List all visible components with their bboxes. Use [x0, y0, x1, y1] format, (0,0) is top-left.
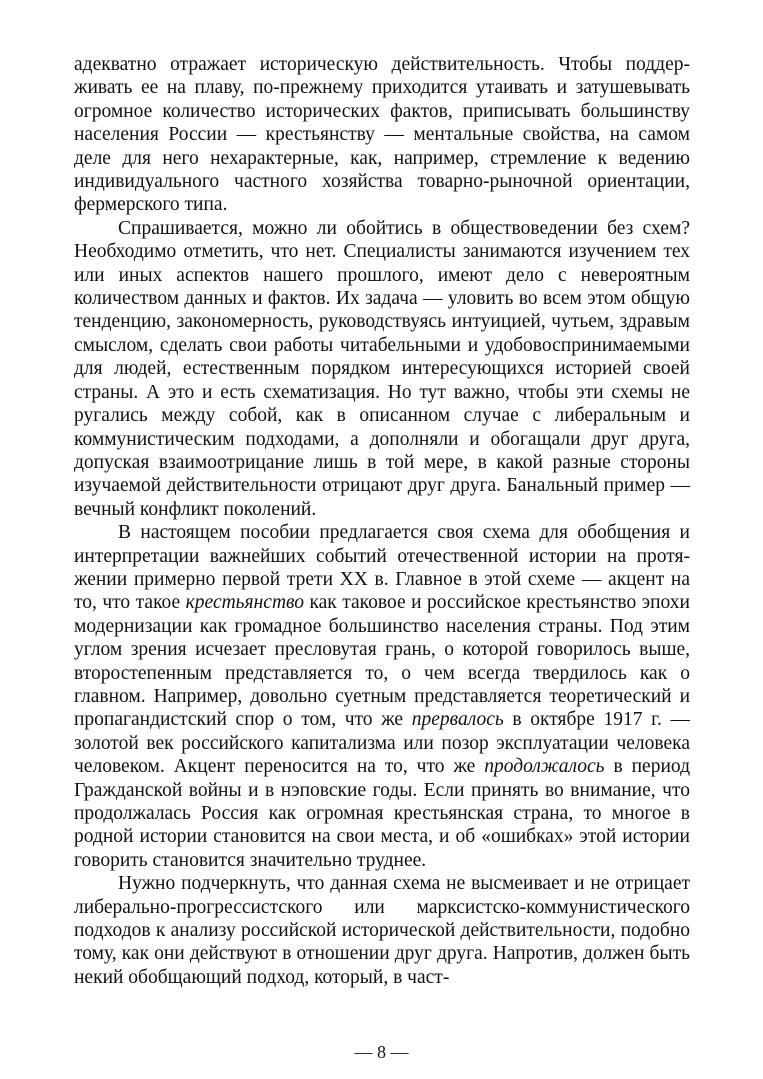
paragraph-3-italic-krestyanstvo: крестьянство	[185, 592, 304, 614]
paragraph-3-run-7: в период Гражданской войны и в нэповские годы. Если принять во внимание, что продолжалась Россия как огромная крестьянская страна, то многое в родной истории становится на свои места, и об «ошибках» этой истории говорить становится значительно труднее.	[74, 756, 690, 871]
paragraph-1	[74, 53, 690, 217]
page-number: — 8 —	[354, 1042, 409, 1062]
paragraph-4-run-1: Нужно подчеркнуть, что данная схема не высмеивает и не отрицает либерально-прогрессистского или марксистско-коммунистического подходов к анализу российской исторической действительности, подобно тому, как они действуют в отношении друг друга. Напротив, должен быть некий обобщающий подход, который, в част-	[74, 873, 690, 988]
paragraph-1-run-1: адекватно отражает историческую действительность. Чтобы поддерживать ее на плаву, по-прежнему приходится утаивать и затушевывать огромное количество исторических фактов, приписывать большинству населения России — крестьянству — ментальные свойства, на самом деле для него нехарактерные, как, например, стремление к ведению индивидуального частного хозяйства товарно-рыночной ориентации, фермерского типа.	[74, 54, 690, 216]
paragraph-3-run-3: как таковое и российское крестьянство эпохи модернизации как громадное большинство населения страны. Под этим углом зрения исчезает пресловутая грань, о которой говорилось выше, второстепенным представляется то, о чем всегда твердилось как о главном. Например, довольно суетным представляется теоретический и пропагандистский спор о том, что же	[74, 592, 690, 731]
paragraph-3-italic-prervalos: прервалось	[411, 709, 504, 731]
paragraph-3-run-5: в октябре 1917 г. — золотой век российского капитализма или позор эксплуатации человека человеком. Акцент переносится на то, что же	[74, 709, 690, 778]
paragraph-4	[74, 872, 690, 989]
paragraph-3	[74, 521, 690, 872]
paragraph-3-run-1: В настоящем пособии предлагается своя схема для обобщения и интерпретации важнейших событий отечественной истории на протяжении примерно первой трети ХХ в. Главное в этой схеме — акцент на то, что такое	[74, 522, 690, 614]
paragraph-2-run-1: Спрашивается, можно ли обойтись в обществоведении без схем? Необходимо отметить, что нет. Специалисты занимаются изучением тех или иных аспектов нашего прошлого, имеют дело с невероятным количеством данных и фактов. Их задача — уловить во всем этом общую тенденцию, закономерность, руководствуясь интуицией, чутьем, здравым смыслом, сделать свои работы читабельными и удобовоспринимаемыми для людей, естественным порядком интересующихся историей своей страны. А это и есть схематизация. Но тут важно, чтобы эти схемы не ругались между собой, как в описанном случае с либеральным и коммунистическим подходами, а дополняли и обогащали друг друга, допуская взаимоотрицание лишь в той мере, в какой разные стороны изучаемой действительности отрицают друг друга. Банальный пример — вечный конфликт поколений.	[74, 217, 690, 520]
paragraph-2	[74, 217, 690, 521]
page-body-text	[74, 53, 690, 989]
paragraph-3-italic-prodolzhalos: продолжалось	[484, 756, 605, 778]
